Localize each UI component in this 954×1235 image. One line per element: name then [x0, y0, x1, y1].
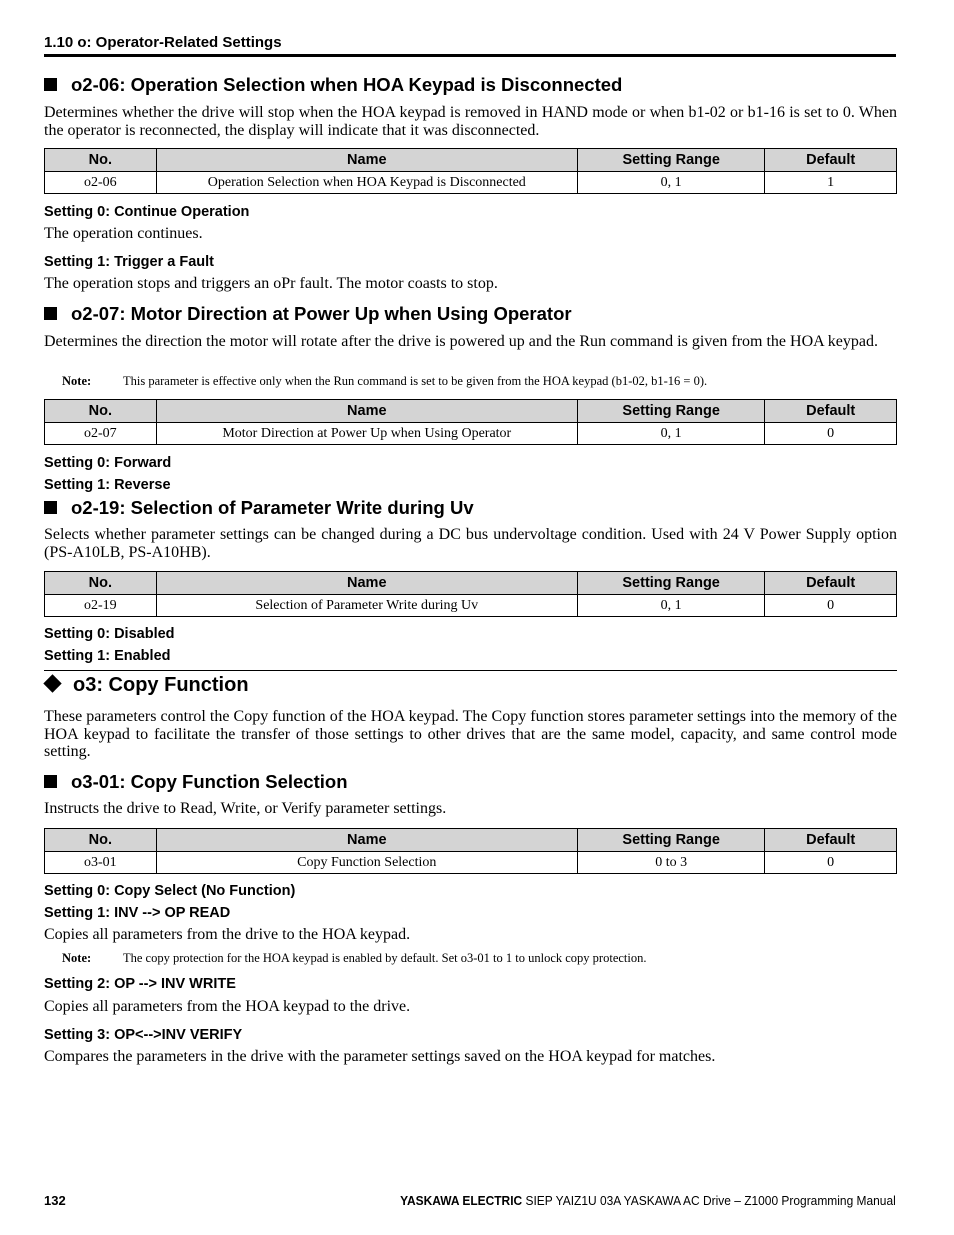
col-header-default: Default	[765, 149, 897, 172]
page-number: 132	[44, 1193, 66, 1208]
col-header-setting-range: Setting Range	[577, 829, 764, 852]
footer-doc-title: SIEP YAIZ1U 03A YASKAWA AC Drive – Z1000 Programming Manual	[525, 1193, 896, 1208]
o2-07-setting-0-title: Setting 0: Forward	[44, 455, 172, 471]
square-bullet-icon	[44, 775, 57, 788]
o3-heading	[44, 674, 249, 697]
note-label: Note:	[62, 951, 92, 965]
cell-setting-range: 0, 1	[577, 595, 764, 617]
footer-brand: YASKAWA ELECTRIC	[400, 1193, 523, 1208]
o3-01-setting-1-text: Copies all parameters from the drive to the HOA keypad.	[44, 926, 411, 943]
col-header-name: Name	[156, 829, 577, 852]
note-label: Note:	[62, 374, 92, 388]
cell-name: Motor Direction at Power Up when Using Operator	[156, 423, 577, 445]
o2-19-setting-1-title: Setting 1: Enabled	[44, 648, 171, 664]
o2-06-parameter-table	[44, 148, 897, 194]
cell-no: o2-19	[45, 595, 157, 617]
col-header-name: Name	[156, 400, 577, 423]
note-text: The copy protection for the HOA keypad is enabled by default. Set o3-01 to 1 to unlock copy protection.	[123, 951, 647, 965]
col-header-default: Default	[765, 400, 897, 423]
cell-default: 0	[765, 423, 897, 445]
o3-01-heading-text: o3-01: Copy Function Selection	[71, 771, 348, 792]
o2-07-description: Determines the direction the motor will rotate after the drive is powered up and the Run command is given from the HOA keypad.	[44, 333, 878, 350]
o3-heading-text: o3: Copy Function	[73, 674, 249, 696]
cell-setting-range: 0, 1	[577, 423, 764, 445]
cell-setting-range: 0, 1	[578, 172, 765, 194]
col-header-no: No.	[45, 400, 157, 423]
o2-07-setting-1-title: Setting 1: Reverse	[44, 477, 171, 493]
cell-default: 0	[765, 852, 897, 874]
square-bullet-icon	[44, 78, 57, 91]
o2-06-heading	[44, 74, 622, 96]
o2-06-setting-1-text: The operation stops and triggers an oPr fault. The motor coasts to stop.	[44, 275, 498, 292]
col-header-name: Name	[156, 149, 577, 172]
o2-06-setting-1-title: Setting 1: Trigger a Fault	[44, 254, 214, 270]
footer-doc-info	[400, 1193, 896, 1208]
o2-06-heading-text: o2-06: Operation Selection when HOA Keypad is Disconnected	[71, 74, 623, 95]
square-bullet-icon	[44, 501, 57, 514]
col-header-setting-range: Setting Range	[577, 400, 764, 423]
col-header-no: No.	[45, 572, 157, 595]
col-header-no: No.	[45, 829, 157, 852]
header-rule	[44, 54, 896, 57]
table-row	[45, 172, 897, 194]
o3-01-setting-3-text: Compares the parameters in the drive with the parameter settings saved on the HOA keypad for matches.	[44, 1048, 716, 1065]
o2-19-parameter-table	[44, 571, 897, 617]
col-header-default: Default	[765, 572, 897, 595]
cell-default: 0	[765, 595, 897, 617]
o3-01-description: Instructs the drive to Read, Write, or Verify parameter settings.	[44, 800, 447, 817]
table-row	[45, 595, 897, 617]
cell-no: o2-06	[45, 172, 157, 194]
o2-06-description: Determines whether the drive will stop when the HOA keypad is removed in HAND mode or when b1-02 or b1-16 is set to 0. When the operator is reconnected, the display will indicate that it was disconnected.	[44, 104, 897, 139]
note-text: This parameter is effective only when the Run command is set to be given from the HOA keypad (b1-02, b1-16 = 0).	[123, 374, 708, 388]
table-row	[45, 852, 897, 874]
col-header-setting-range: Setting Range	[578, 149, 765, 172]
cell-setting-range: 0 to 3	[577, 852, 764, 874]
col-header-name: Name	[156, 572, 577, 595]
o2-19-setting-0-title: Setting 0: Disabled	[44, 626, 175, 642]
o2-19-heading	[44, 497, 474, 519]
o2-06-setting-0-text: The operation continues.	[44, 225, 203, 242]
cell-name: Copy Function Selection	[156, 852, 577, 874]
o3-01-setting-0-title: Setting 0: Copy Select (No Function)	[44, 883, 296, 899]
col-header-setting-range: Setting Range	[577, 572, 764, 595]
diamond-bullet-icon	[43, 674, 61, 692]
o3-01-setting-1-title: Setting 1: INV --> OP READ	[44, 905, 231, 921]
o3-01-setting-3-title: Setting 3: OP<-->INV VERIFY	[44, 1027, 243, 1043]
cell-no: o3-01	[45, 852, 157, 874]
o2-07-parameter-table	[44, 399, 897, 445]
section-header: 1.10 o: Operator-Related Settings	[44, 34, 282, 51]
square-bullet-icon	[44, 307, 57, 320]
col-header-no: No.	[45, 149, 157, 172]
cell-name: Selection of Parameter Write during Uv	[156, 595, 577, 617]
o3-01-setting-2-text: Copies all parameters from the HOA keypad to the drive.	[44, 998, 411, 1015]
o2-19-description: Selects whether parameter settings can be changed during a DC bus undervoltage condition. Used with 24 V Power Supply option (PS-A10LB, PS-A10HB).	[44, 526, 897, 561]
o2-07-heading	[44, 303, 572, 325]
cell-default: 1	[765, 172, 897, 194]
col-header-default: Default	[765, 829, 897, 852]
cell-no: o2-07	[45, 423, 157, 445]
o3-01-setting-2-title: Setting 2: OP --> INV WRITE	[44, 976, 236, 992]
table-row	[45, 423, 897, 445]
o2-07-heading-text: o2-07: Motor Direction at Power Up when Using Operator	[71, 303, 572, 324]
cell-name: Operation Selection when HOA Keypad is Disconnected	[156, 172, 577, 194]
o3-01-parameter-table	[44, 828, 897, 874]
o3-01-heading	[44, 771, 348, 793]
o2-06-setting-0-title: Setting 0: Continue Operation	[44, 204, 250, 220]
section-rule	[44, 670, 897, 671]
o2-19-heading-text: o2-19: Selection of Parameter Write during Uv	[71, 497, 474, 518]
o3-description: These parameters control the Copy function of the HOA keypad. The Copy function stores parameter settings into the memory of the HOA keypad to facilitate the transfer of those settings to other drives that are the same model, capacity, and same control mode setting.	[44, 708, 897, 760]
